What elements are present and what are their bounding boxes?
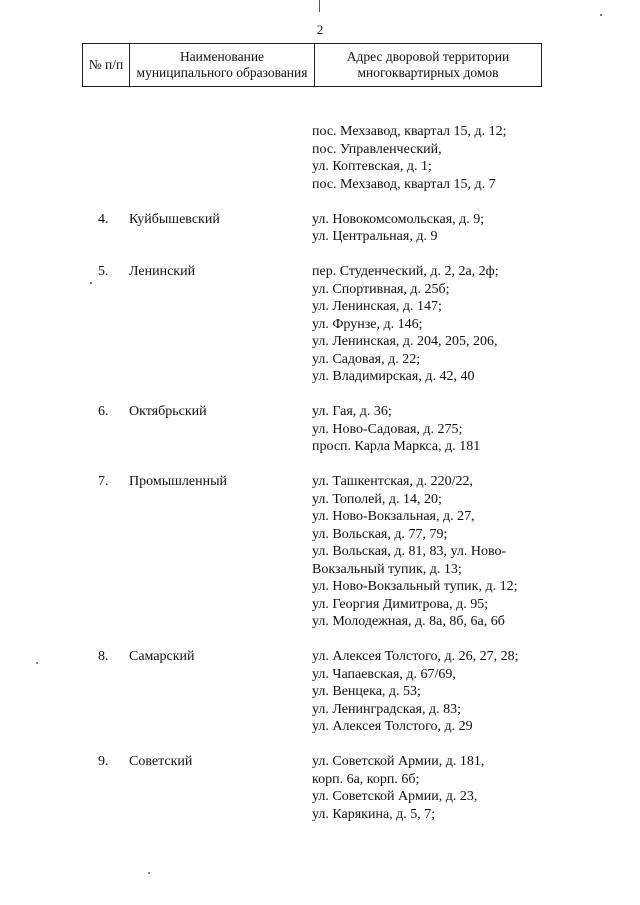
address-line: пос. Мехзавод, квартал 15, д. 7 xyxy=(312,176,496,192)
row-number: 6. xyxy=(98,404,109,419)
address-line: ул. Георгия Димитрова, д. 95; xyxy=(312,596,489,612)
row-number: 8. xyxy=(98,649,109,664)
address-line: пер. Студенческий, д. 2, 2а, 2ф; xyxy=(312,264,499,279)
table-row xyxy=(82,473,552,631)
scan-speck xyxy=(148,872,150,874)
address-line: пос. Управленческий, xyxy=(312,141,442,157)
address-line: ул. Ленинградская, д. 83; xyxy=(312,701,462,717)
scan-mark xyxy=(319,0,320,12)
row-addresses xyxy=(312,123,552,193)
row-addresses xyxy=(312,473,552,631)
address-line: ул. Алексея Толстого, д. 29 xyxy=(312,719,473,734)
table-row xyxy=(82,403,552,456)
header-number: № п/п xyxy=(83,44,130,87)
address-line: ул. Советской Армии, д. 181, xyxy=(312,754,485,769)
address-line: ул. Коптевская, д. 1; xyxy=(312,159,432,174)
address-line: ул. Ново-Вокзальный тупик, д. 12; xyxy=(312,579,518,594)
row-addresses xyxy=(312,753,552,823)
address-line: ул. Ленинская, д. 147; xyxy=(312,299,442,314)
address-line: ул. Чапаевская, д. 67/69, xyxy=(312,666,456,682)
address-line: ул. Центральная, д. 9 xyxy=(312,229,438,244)
address-line: ул. Фрунзе, д. 146; xyxy=(312,316,423,332)
address-line: ул. Ново-Вокзальная, д. 27, xyxy=(312,509,475,524)
address-line: Вокзальный тупик, д. 13; xyxy=(312,561,462,577)
row-municipality: Советский xyxy=(129,754,193,769)
address-line: ул. Садовая, д. 22; xyxy=(312,351,421,367)
row-addresses xyxy=(312,648,552,736)
row-addresses xyxy=(312,403,552,456)
address-line: ул. Венцека, д. 53; xyxy=(312,684,421,699)
address-line: ул. Ташкентская, д. 220/22, xyxy=(312,474,473,489)
address-line: ул. Тополей, д. 14, 20; xyxy=(312,491,442,507)
table-row xyxy=(82,211,552,246)
address-line: ул. Ново-Садовая, д. 275; xyxy=(312,421,463,437)
row-municipality: Ленинский xyxy=(129,264,196,279)
header-address: Адрес дворовой территории многоквартирных домов xyxy=(315,44,542,87)
address-line: ул. Ленинская, д. 204, 205, 206, xyxy=(312,334,498,349)
row-municipality: Октябрьский xyxy=(129,404,207,419)
address-line: просп. Карла Маркса, д. 181 xyxy=(312,439,481,454)
address-line: корп. 6а, корп. 6б; xyxy=(312,771,420,787)
address-line: ул. Вольская, д. 81, 83, ул. Ново- xyxy=(312,544,507,559)
address-line: ул. Гая, д. 36; xyxy=(312,404,392,419)
scan-speck xyxy=(36,662,38,664)
table-row xyxy=(82,263,552,386)
row-addresses xyxy=(312,263,552,386)
row-number: 7. xyxy=(98,474,109,489)
address-line: ул. Молодежная, д. 8а, 8б, 6а, 6б xyxy=(312,614,505,629)
row-addresses xyxy=(312,211,552,246)
address-line: ул. Вольская, д. 77, 79; xyxy=(312,526,448,542)
address-line: ул. Алексея Толстого, д. 26, 27, 28; xyxy=(312,649,519,664)
row-municipality: Самарский xyxy=(129,649,195,664)
row-municipality: Промышленный xyxy=(129,474,227,489)
address-line: ул. Владимирская, д. 42, 40 xyxy=(312,369,475,384)
table-header xyxy=(82,43,542,87)
scan-speck xyxy=(600,14,602,16)
row-number: 4. xyxy=(98,211,109,227)
table-row xyxy=(82,753,552,823)
row-number: 5. xyxy=(98,264,109,279)
address-line: пос. Мехзавод, квартал 15, д. 12; xyxy=(312,124,507,139)
row-municipality: Куйбышевский xyxy=(129,211,220,227)
table-row xyxy=(82,123,552,193)
address-line: ул. Карякина, д. 5, 7; xyxy=(312,806,436,822)
header-municipality: Наименование муниципального образования xyxy=(130,44,315,87)
page-number: 2 xyxy=(316,22,324,37)
address-line: ул. Новокомсомольская, д. 9; xyxy=(312,211,485,227)
address-line: ул. Советской Армии, д. 23, xyxy=(312,789,478,804)
address-line: ул. Спортивная, д. 25б; xyxy=(312,281,450,297)
table-row xyxy=(82,648,552,736)
row-number: 9. xyxy=(98,754,109,769)
